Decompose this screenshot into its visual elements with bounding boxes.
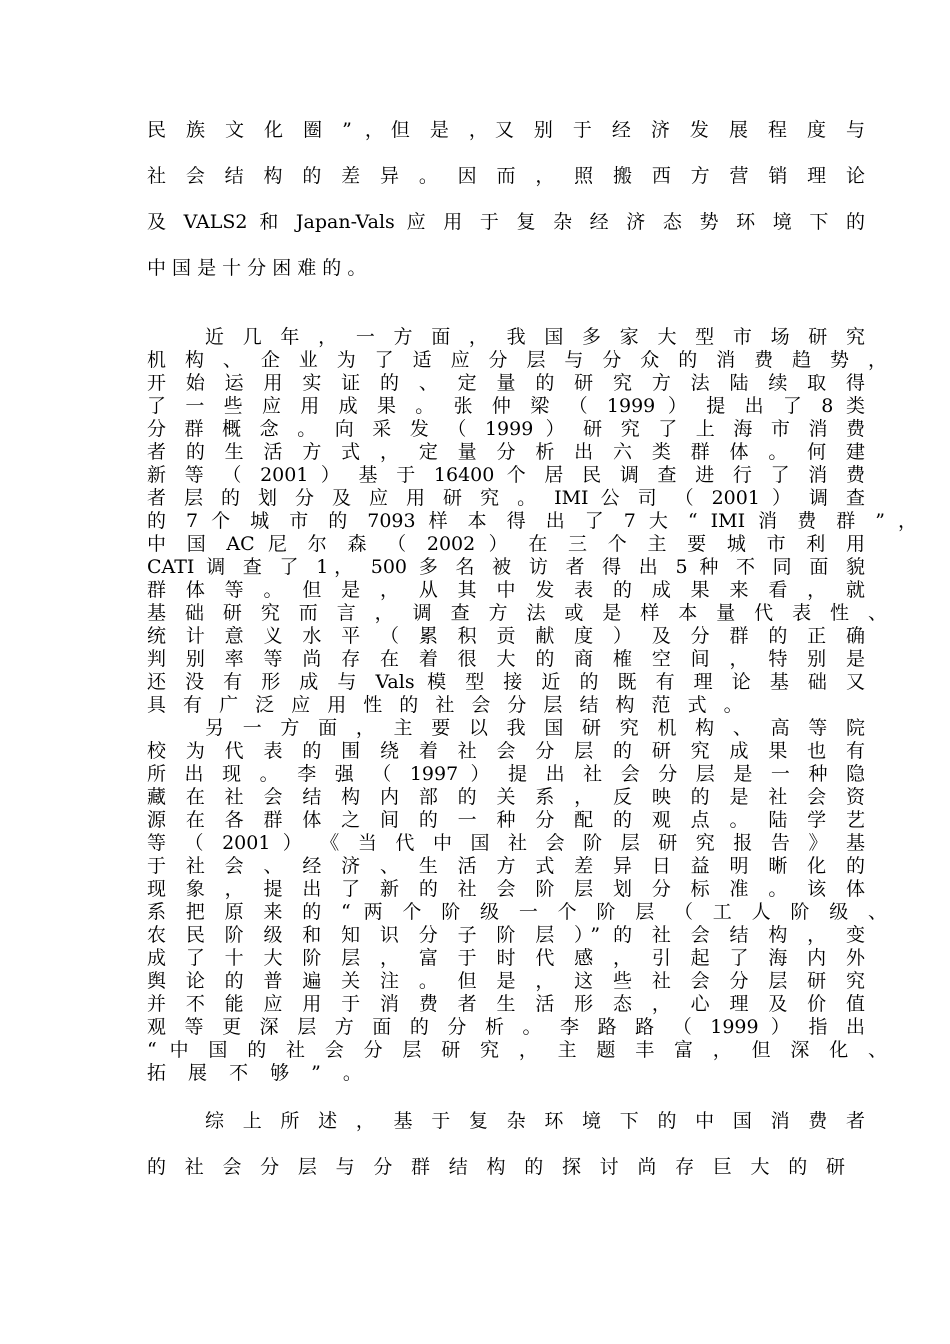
text-line: 成 了 十 大 阶 层 ， 富 于 时 代 感 ， 引 起 了 海 内 外 [147, 947, 865, 969]
text-line: 者 层 的 划 分 及 应 用 研 究 。 IMI 公 司 （ 2001 ） 调 查 [147, 487, 865, 509]
text-line: 群 体 等 。 但 是 ， 从 其 中 发 表 的 成 果 来 看 ， 就 [147, 579, 865, 601]
text-line: 另 一 方 面 ， 主 要 以 我 国 研 究 机 构 、 高 等 院 [205, 717, 865, 739]
text-line: 等 （ 2001 ） 《 当 代 中 国 社 会 阶 层 研 究 报 告 》 基 [147, 832, 865, 854]
text-line: 新 等 （ 2001 ） 基 于 16400 个 居 民 调 查 进 行 了 消 费 [147, 464, 865, 486]
text-line: 机 构 、 企 业 为 了 适 应 分 层 与 分 众 的 消 费 趋 势 ， [147, 349, 887, 371]
text-line: 近 几 年 ， 一 方 面 ， 我 国 多 家 大 型 市 场 研 究 [205, 326, 865, 348]
text-line: 于 社 会 、 经 济 、 生 活 方 式 差 异 日 益 明 晰 化 的 [147, 855, 865, 877]
text-line: 还 没 有 形 成 与 Vals 模 型 接 近 的 既 有 理 论 基 础 又 [147, 671, 865, 693]
text-line: 者 的 生 活 方 式 ， 定 量 分 析 出 六 类 群 体 。 何 建 [147, 441, 865, 463]
text-line: 的 社 会 分 层 与 分 群 结 构 的 探 讨 尚 存 巨 大 的 研 [147, 1156, 845, 1178]
text-line: 综 上 所 述 ， 基 于 复 杂 环 境 下 的 中 国 消 费 者 [205, 1110, 865, 1132]
text-line: 开 始 运 用 实 证 的 、 定 量 的 研 究 方 法 陆 续 取 得 [147, 372, 865, 394]
text-line: “ 中 国 的 社 会 分 层 研 究 ， 主 题 丰 富 ， 但 深 化 、 [147, 1039, 887, 1061]
text-line: 校 为 代 表 的 围 绕 着 社 会 分 层 的 研 究 成 果 也 有 [147, 740, 865, 762]
text-line: 农 民 阶 级 和 知 识 分 子 阶 层 ）” 的 社 会 结 构 ， 变 [147, 924, 865, 946]
text-line: 中 国 AC 尼 尔 森 （ 2002 ） 在 三 个 主 要 城 市 利 用 [147, 533, 865, 555]
text-line: 藏 在 社 会 结 构 内 部 的 关 系 ， 反 映 的 是 社 会 资 [147, 786, 865, 808]
text-line: 舆 论 的 普 遍 关 注 。 但 是 ， 这 些 社 会 分 层 研 究 [147, 970, 865, 992]
text-line: 现 象 ， 提 出 了 新 的 社 会 阶 层 划 分 标 准 。 该 体 [147, 878, 865, 900]
text-line: 判 别 率 等 尚 存 在 着 很 大 的 商 榷 空 间 ， 特 别 是 [147, 648, 865, 670]
text-line: 的 7 个 城 市 的 7093 样 本 得 出 了 7 大 “ IMI 消 费 群 ” ， [147, 510, 917, 532]
text-line: 分 群 概 念 。 向 采 发 （ 1999 ） 研 究 了 上 海 市 消 费 [147, 418, 865, 440]
text-line: 并 不 能 应 用 于 消 费 者 生 活 形 态 ， 心 理 及 价 值 [147, 993, 865, 1015]
text-line: 所 出 现 。 李 强 （ 1997 ） 提 出 社 会 分 层 是 一 种 隐 [147, 763, 865, 785]
text-line: 社 会 结 构 的 差 异 。 因 而 ， 照 搬 西 方 营 销 理 论 [147, 165, 865, 187]
text-line: 民 族 文 化 圈 ” ，但 是 ，又 别 于 经 济 发 展 程 度 与 [147, 119, 865, 141]
text-line: 系 把 原 来 的 “ 两 个 阶 级 一 个 阶 层 （ 工 人 阶 级 、 [147, 901, 887, 923]
text-line: CATI 调 查 了 1， 500 多 名 被 访 者 得 出 5 种 不 同 面 貌 [147, 556, 865, 578]
text-line: 中 国 是 十 分 困 难 的 。 [147, 257, 367, 279]
text-line: 具 有 广 泛 应 用 性 的 社 会 分 层 结 构 范 式 。 [147, 694, 749, 716]
text-line: 了 一 些 应 用 成 果 。 张 仲 梁 （ 1999 ） 提 出 了 8 类 [147, 395, 865, 417]
text-line: 观 等 更 深 层 方 面 的 分 析 。 李 路 路 （ 1999 ） 指 出 [147, 1016, 865, 1038]
text-line: 统 计 意 义 水 平 （ 累 积 贡 献 度 ） 及 分 群 的 正 确 [147, 625, 865, 647]
text-line: 基 础 研 究 而 言 ， 调 查 方 法 或 是 样 本 量 代 表 性 、 [147, 602, 887, 624]
text-line: 及 VALS2 和 Japan-Vals 应 用 于 复 杂 经 济 态 势 环 境 下 的 [147, 211, 865, 233]
text-line: 源 在 各 群 体 之 间 的 一 种 分 配 的 观 点 。 陆 学 艺 [147, 809, 865, 831]
text-line: 拓 展 不 够 ” 。 [147, 1062, 370, 1084]
